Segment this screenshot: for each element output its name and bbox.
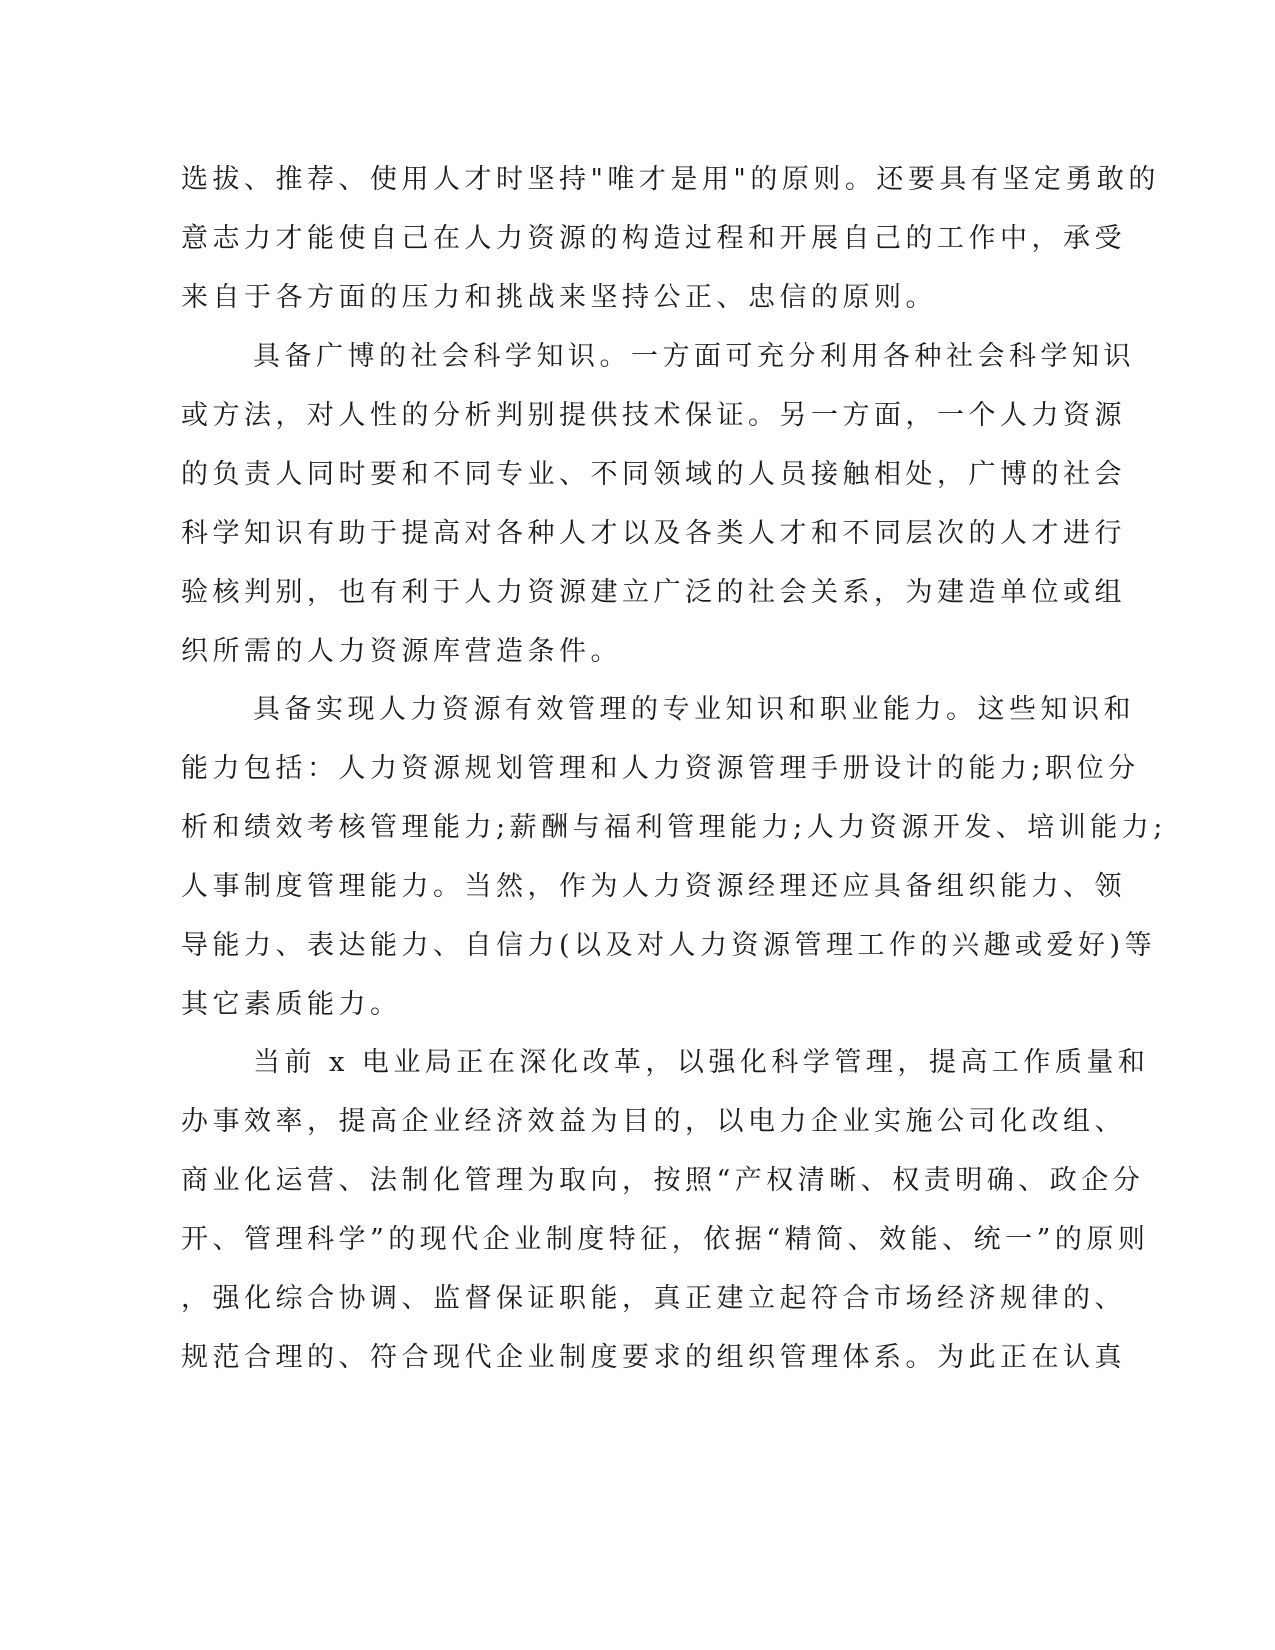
- text-line: 析和绩效考核管理能力;薪酬与福利管理能力;人力资源开发、培训能力;: [181, 812, 1167, 843]
- text-line: 能力包括：人力资源规划管理和人力资源管理手册设计的能力;职位分: [181, 753, 1140, 784]
- text-line: 来自于各方面的压力和挑战来坚持公正、忠信的原则。: [181, 282, 937, 313]
- paragraph-first-line: 当前 x 电业局正在深化改革，以强化科学管理，提高工作质量和: [253, 1047, 1150, 1078]
- text-line: 开、管理科学”的现代企业制度特征，依据“精简、效能、统一”的原则: [181, 1224, 1150, 1255]
- text-line: 科学知识有助于提高对各种人才以及各类人才和不同层次的人才进行: [181, 518, 1126, 549]
- paragraph-first-line: 具备实现人力资源有效管理的专业知识和职业能力。这些知识和: [253, 694, 1135, 725]
- text-line: 意志力才能使自己在人力资源的构造过程和开展自己的工作中，承受: [181, 223, 1126, 254]
- text-line: 商业化运营、法制化管理为取向，按照“产权清晰、权责明确、政企分: [181, 1165, 1145, 1196]
- text-line: 织所需的人力资源库营造条件。: [181, 636, 622, 667]
- text-line: 的负责人同时要和不同专业、不同领域的人员接触相处，广博的社会: [181, 459, 1126, 490]
- text-line: 或方法，对人性的分析判别提供技术保证。另一方面，一个人力资源: [181, 400, 1126, 431]
- text-line: 人事制度管理能力。当然，作为人力资源经理还应具备组织能力、领: [181, 871, 1126, 902]
- text-line: 其它素质能力。: [181, 989, 402, 1020]
- text-line: 办事效率，提高企业经济效益为目的，以电力企业实施公司化改组、: [181, 1106, 1126, 1137]
- text-line: 选拔、推荐、使用人才时坚持"唯才是用"的原则。还要具有坚定勇敢的: [181, 164, 1160, 195]
- paragraph-first-line: 具备广博的社会科学知识。一方面可充分利用各种社会科学知识: [253, 341, 1135, 372]
- text-line: 规范合理的、符合现代企业制度要求的组织管理体系。为此正在认真: [181, 1342, 1126, 1373]
- text-line: 验核判别，也有利于人力资源建立广泛的社会关系，为建造单位或组: [181, 577, 1126, 608]
- text-line: ，强化综合协调、监督保证职能，真正建立起符合市场经济规律的、: [181, 1283, 1126, 1314]
- text-line: 导能力、表达能力、自信力(以及对人力资源管理工作的兴趣或爱好)等: [181, 930, 1157, 961]
